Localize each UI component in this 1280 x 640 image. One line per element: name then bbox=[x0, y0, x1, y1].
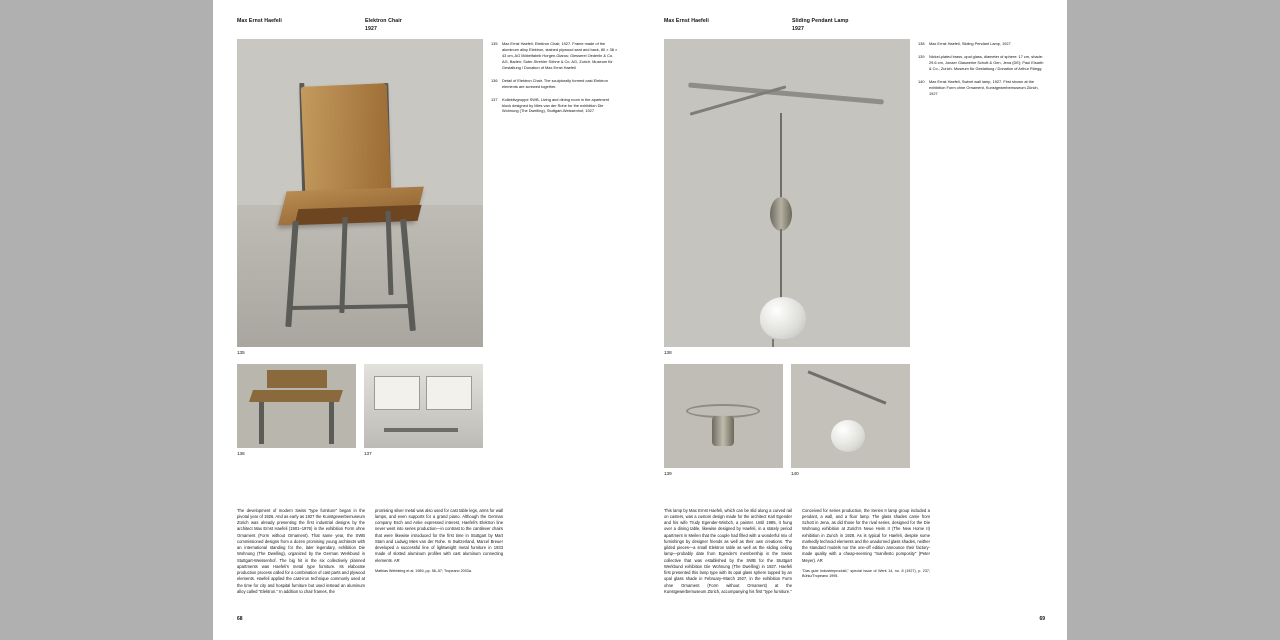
chair-illustration bbox=[237, 39, 483, 347]
left-header-author: Max Ernst Haefeli bbox=[237, 18, 282, 24]
lamp-detail-photo bbox=[664, 364, 783, 468]
window bbox=[374, 376, 420, 410]
figure-number: 136 bbox=[237, 451, 245, 456]
chair-detail-illustration bbox=[237, 364, 356, 448]
room-illustration bbox=[364, 364, 483, 448]
small-figure bbox=[237, 364, 356, 456]
left-header-year: 1927 bbox=[365, 25, 377, 32]
floor bbox=[237, 205, 483, 347]
window bbox=[426, 376, 472, 410]
lamp-opal-globe bbox=[760, 297, 806, 339]
book-spread bbox=[213, 0, 1067, 640]
right-caption-column bbox=[918, 41, 1046, 104]
caption bbox=[491, 97, 619, 115]
right-page bbox=[640, 0, 1067, 640]
caption bbox=[491, 78, 619, 90]
lamp-rod bbox=[780, 113, 782, 199]
chair-detail-photo bbox=[237, 364, 356, 448]
wall-lamp-globe bbox=[831, 420, 865, 452]
caption-text: Max Ernst Haefeli, Sliding Pendant Lamp, 1927 bbox=[929, 41, 1011, 46]
right-page-header bbox=[664, 18, 1045, 34]
right-header-year: 1927 bbox=[792, 25, 804, 32]
lamp-counterweight bbox=[712, 416, 734, 446]
right-header-author: Max Ernst Haefeli bbox=[664, 18, 709, 24]
right-header-title: Sliding Pendant Lamp bbox=[792, 18, 849, 24]
interior-room-photo bbox=[364, 364, 483, 448]
lamp-rod-lower bbox=[780, 229, 782, 305]
figure-number: 135 bbox=[237, 350, 245, 355]
lamp-detail-illustration bbox=[664, 364, 783, 468]
left-caption-column bbox=[491, 41, 619, 121]
swivel-wall-lamp-photo bbox=[791, 364, 910, 468]
right-body-text bbox=[664, 508, 1045, 600]
body-column-2 bbox=[375, 508, 503, 600]
footnote: Mathias Webbking et al. 1989, pp. 56–57; Tropeano 2003a. bbox=[375, 568, 472, 573]
caption-number: 139 bbox=[918, 53, 925, 59]
wall-lamp-illustration bbox=[791, 364, 910, 468]
left-body-text bbox=[237, 508, 618, 600]
body-paragraph: This lamp by Max Ernst Haefeli, which can be slid along a curved rail on casters, was a custom design made for the architect Karl Egender and his wife Trudy Egender-Winbch, a painter. Until 1985, it hung over a dining table, likewise designed by Haefeli, in a stately period apartment in Meilen that the couple had filled with a wonderful mix of furnishings by designer friends as well as their own creations. The gilded pieces—a small Elektron table as well as the sliding ceiling lamp—probably date from Egender's membership in the Swiss collective that was established by the SWB for the Stuttgart Werkbund exhibition Die Wohnung (The Dwelling) in 1927. Haefeli first presented this lamp type with its opal glass sphere topped by an opal glass shade in February–March 1927, in the exhibition Form ohne Ornament (Form without Ornament) at the Kunstgewerbemuseum Zürich, accompanying his first "type furniture." bbox=[664, 507, 792, 594]
figure-number: 138 bbox=[664, 350, 672, 355]
elektron-chair-photo bbox=[237, 39, 483, 347]
body-paragraph: The development of modern Swiss "type furniture" began in the pivotal year of 1926. And as early as 1927 the Kunstgewerbemuseum Zürich was already presenting the first industrial designs by the architect Max Ernst Haefeli (1901–1976) in the exhibition Form ohne Ornament (Form without Ornament). That same year, the SWB commissioned designs from a dozen promising young architects with an international standing for the, later legendary, exhibition Die Wohnung (The Dwelling), organized by the German Werkbund in Stuttgart-Weissenhof. The big hit in the six collectively planned apartments was Haefeli's metal type furniture. Its elaborate production process called for a combination of cast parts and plywood elements. Haefeli applied the cast-iron technique commonly used at the time for city and hospital furniture but used instead an aluminum alloy called "Elektron." In addition to chair frames, the bbox=[237, 507, 365, 594]
body-column-1 bbox=[664, 508, 792, 600]
caption-text: Kollektivgruppe SWB, Living and dining room in the apartment block designed by Mies van der Rohe for the exhibition Die Wohnung (The Dwelling), Stuttgart-Weissenhof, 1927 bbox=[502, 96, 610, 114]
caption-text: Detail of Elektron Chair. The sculpturally formed cast Elektron elements are screwed together. bbox=[502, 77, 608, 89]
left-page-header bbox=[237, 18, 618, 34]
sliding-pendant-lamp-photo bbox=[664, 39, 910, 347]
caption-text: Max Ernst Haefeli, Elektron Chair, 1927. Frame made of the aluminum alloy Elektron, stained plywood seat and back, 80 × 38 × 43 cm, AG Möbelfabrik Horgen-Glarus; Giesserei Oederlin & Co. AG, Baden; Suter-Strehler Söhne & Co. AG, Zurich. Museum für Gestaltung / Donation of Max Ernst Haefeli bbox=[502, 41, 618, 70]
body-column-1 bbox=[237, 508, 365, 600]
caption-number: 136 bbox=[491, 77, 498, 83]
body-paragraph: promising silver metal was also used for cast table legs, arms for wall lamps, and even supports for a grand piano. Although the German company Esch and Anke expressed interest, Haefeli's Elektron line never went into series production—in contrast to the cantilever chairs that were likewise introduced for the first time in Stuttgart by Mart Stam and Ludwig Mies van der Rohe. In Switzerland, Marcel Breuer developed a successful line of lightweight metal furniture in 1933 made of slotted aluminum profiles with cast aluminum connecting elements. AR bbox=[375, 507, 503, 563]
body-column-2 bbox=[802, 508, 930, 600]
caption bbox=[918, 41, 1046, 47]
small-figure bbox=[791, 364, 910, 476]
lamp-counterweight bbox=[770, 197, 792, 231]
figure-number: 137 bbox=[364, 451, 372, 456]
table bbox=[384, 428, 458, 432]
caption bbox=[491, 41, 619, 71]
page-number-right: 69 bbox=[1039, 616, 1045, 622]
small-figure bbox=[664, 364, 783, 476]
chair-backrest bbox=[301, 83, 392, 195]
caption-number: 137 bbox=[491, 96, 498, 102]
lamp-illustration bbox=[664, 39, 910, 347]
body-paragraph: Conceived for series production, the Series II lamp group included a pendant, a wall, and a floor lamp. The glass shades came from Schott in Jena, as did those for the rival series, designed for the Die Wohnung exhibition at Zurich's Neue Heim II (The New Home II) exhibition in Zurich in 1928. As is typical for Haefeli, despite some markedly technoid elements and the unadorned glass shades, neither the standard models nor the one-off edition announce their factory-made quality with a cheap-seeming "manifesto pomposity" (Peter Meyer). AR bbox=[802, 507, 930, 563]
caption-number: 138 bbox=[918, 41, 925, 46]
caption bbox=[918, 54, 1046, 72]
left-small-figures bbox=[237, 364, 618, 456]
lamp-stem bbox=[772, 339, 774, 347]
left-page bbox=[213, 0, 640, 640]
footnote: "Das gute Industrieprodukt," special issue of Werk 14, no. 8 (1927), p. 237; Bühlu/Tropeano 1995. bbox=[802, 568, 930, 579]
caption-text: Nickel-plated brass, opal glass, diameter of sphere: 17 cm, shade: 29.6 cm, Jonaer Glaswerke Schott & Gen, Jena (DE); Paul Elsarth & Co., Zurich. Museum für Gestaltung / Donation of Arthur Rüegg bbox=[929, 53, 1044, 71]
caption-number: 135 bbox=[491, 41, 498, 46]
figure-number: 139 bbox=[664, 471, 672, 476]
caption-number: 140 bbox=[918, 78, 925, 84]
left-header-title: Elektron Chair bbox=[365, 18, 402, 24]
leg bbox=[329, 402, 334, 444]
figure-number: 140 bbox=[791, 471, 799, 476]
wall-lamp-arm bbox=[807, 370, 886, 404]
caption bbox=[918, 79, 1046, 97]
leg bbox=[259, 402, 264, 444]
small-figure bbox=[364, 364, 483, 456]
page-number-left: 68 bbox=[237, 616, 243, 622]
backrest bbox=[267, 370, 327, 388]
caption-text: Max Ernst Haefeli, Swivel wall lamp, 1927. First shown at the exhibition Form ohne Ornament, Kunstgewerbemuseum Zürich, 1927 bbox=[929, 78, 1039, 96]
seat-plane bbox=[249, 390, 343, 402]
right-small-figures bbox=[664, 364, 1045, 476]
